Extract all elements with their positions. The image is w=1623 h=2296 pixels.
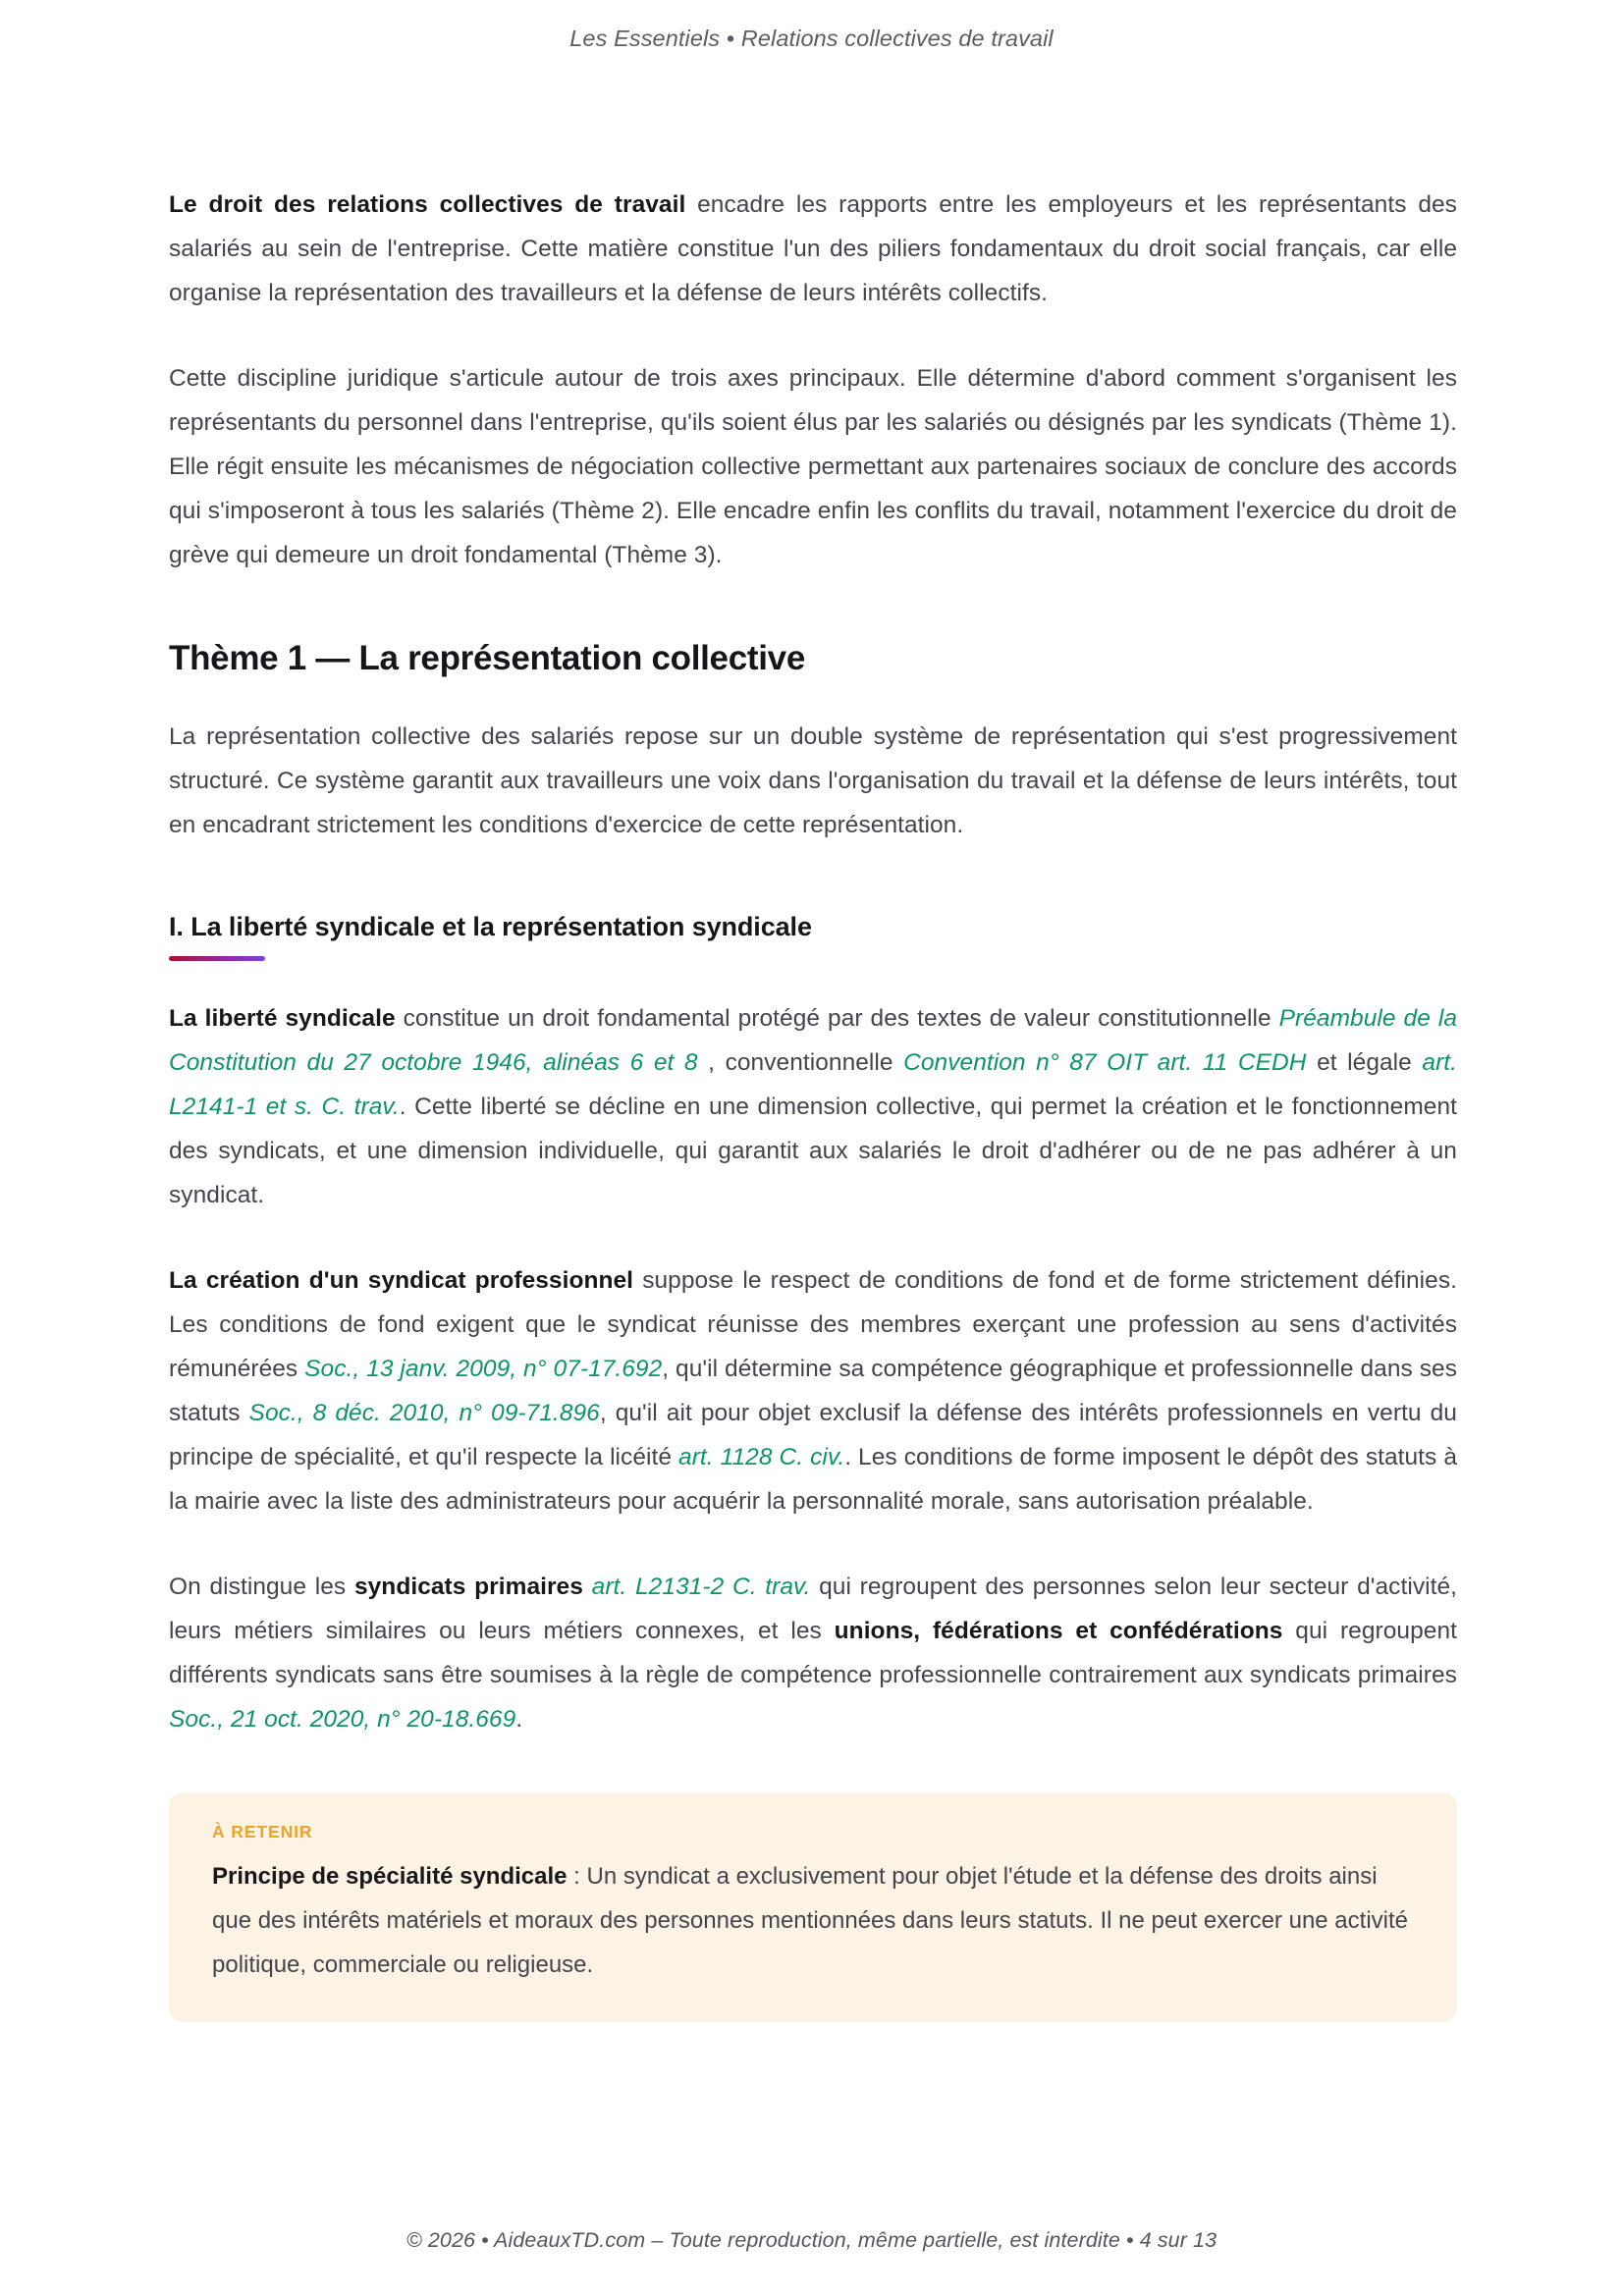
- section-accent-bar: [169, 956, 265, 961]
- creation-syndicat-term: La création d'un syndicat professionnel: [169, 1267, 634, 1294]
- citation-art-1128-c-civ: art. 1128 C. civ.: [678, 1444, 845, 1470]
- s1p2-text-4: . Les conditions de forme imposent le dépôt des statuts à la mairie avec la liste des administrateurs pour acquérir la personnalité morale, sans autorisation préalable.: [169, 1444, 1457, 1515]
- s1p2-text-3: , qu'il ait pour objet exclusif la défense des intérêts professionnels en vertu du principe de spécialité, et qu'il respecte la licéité: [169, 1400, 1457, 1470]
- theme-intro-paragraph: La représentation collective des salariés repose sur un double système de représentation qui s'est progressivement structuré. Ce système garantit aux travailleurs une voix dans l'organisation du travail et la défense de leurs intérêts, tout en encadrant strictement les conditions d'exercice de cette représentation.: [169, 723, 1457, 838]
- s1p1-text-1: constitue un droit fondamental protégé par des textes de valeur constitutionnelle: [395, 1005, 1279, 1032]
- intro-paragraph-2: Cette discipline juridique s'articule autour de trois axes principaux. Elle détermine d'abord comment s'organisent les représentants du personnel dans l'entreprise, qu'ils soient élus par les salariés ou désignés par les syndicats (Thème 1). Elle régit ensuite les mécanismes de négociation collective permettant aux partenaires sociaux de conclure des accords qui s'imposeront à tous les salariés (Thème 2). Elle encadre enfin les conflits du travail, notamment l'exercice du droit de grève qui demeure un droit fondamental (Thème 3).: [169, 365, 1457, 568]
- callout-body: [212, 1854, 1414, 1987]
- theme-heading: Thème 1 — La représentation collective: [169, 639, 805, 677]
- citation-soc-21-oct-2020: Soc., 21 oct. 2020, n° 20-18.669: [169, 1706, 516, 1733]
- callout-label: À RETENIR: [212, 1822, 313, 1842]
- s1p3-space-1: [583, 1574, 592, 1600]
- section1-paragraph-1: [169, 996, 1457, 1217]
- unions-federations-term: unions, fédérations et confédérations: [834, 1618, 1283, 1644]
- citation-soc-13-janv-2009: Soc., 13 janv. 2009, n° 07-17.692: [304, 1356, 663, 1382]
- s1p1-text-2: , conventionnelle: [697, 1049, 904, 1076]
- liberte-syndicale-term: La liberté syndicale: [169, 1005, 396, 1032]
- citation-art-l2131-2: art. L2131-2 C. trav.: [591, 1574, 811, 1600]
- citation-soc-8-dec-2010: Soc., 8 déc. 2010, n° 09-71.896: [248, 1400, 600, 1426]
- s1p1-text-3: et légale: [1306, 1049, 1423, 1076]
- citation-convention-oit: Convention n° 87 OIT art. 11 CEDH: [903, 1049, 1307, 1076]
- s1p3-text-2: qui regroupent des personnes selon leur secteur d'activité, leurs métiers similaires ou leurs métiers connexes, et les: [169, 1574, 1458, 1644]
- s1p3-text-1: On distingue les: [169, 1574, 354, 1600]
- running-header: Les Essentiels • Relations collectives de travail: [569, 26, 1054, 51]
- s1p2-text-1: suppose le respect de conditions de fond et de forme strictement définies. Les conditions de fond exigent que le syndicat réunisse des membres exerçant une profession au sens d'activités rémunérées: [169, 1267, 1457, 1382]
- s1p3-text-4: .: [515, 1706, 523, 1733]
- intro-lead-term: Le droit des relations collectives de travail: [169, 191, 686, 218]
- syndicats-primaires-term: syndicats primaires: [353, 1574, 583, 1600]
- citation-art-l2141-1: art. L2141-1 et s. C. trav.: [169, 1049, 1458, 1120]
- section1-paragraph-3: [169, 1565, 1457, 1741]
- section1-paragraph-2: [169, 1258, 1457, 1523]
- section-heading-1: I. La liberté syndicale et la représentation syndicale: [169, 912, 812, 941]
- intro-paragraph-1-text: encadre les rapports entre les employeurs et les représentants des salariés au sein de l'entreprise. Cette matière constitue l'un des piliers fondamentaux du droit social français, car elle organise la représentation des travailleurs et la défense de leurs intérêts collectifs.: [169, 191, 1457, 306]
- running-footer: © 2026 • AideauxTD.com – Toute reproduction, même partielle, est interdite • 4 sur 13: [406, 2228, 1217, 2252]
- s1p2-text-2: , qu'il détermine sa compétence géographique et professionnelle dans ses statuts: [169, 1356, 1458, 1426]
- callout-lead-term: Principe de spécialité syndicale: [212, 1863, 568, 1890]
- citation-preambule-constitution: Préambule de la Constitution du 27 octobre 1946, alinéas 6 et 8: [169, 1005, 1458, 1076]
- callout-a-retenir: [169, 1792, 1457, 2022]
- intro-paragraph-1: [169, 183, 1457, 315]
- s1p1-text-4: . Cette liberté se décline en une dimension collective, qui permet la création et le fonctionnement des syndicats, et une dimension individuelle, qui garantit aux salariés le droit d'adhérer ou de ne pas adhérer à un syndicat.: [169, 1094, 1457, 1208]
- document-content: [169, 183, 1457, 2022]
- callout-body-text: : Un syndicat a exclusivement pour objet l'étude et la défense des droits ainsi que des intérêts matériels et moraux des personnes mentionnées dans leurs statuts. Il ne peut exercer une activité politique, commerciale ou religieuse.: [212, 1863, 1408, 1978]
- s1p3-text-3: qui regroupent différents syndicats sans être soumises à la règle de compétence professionnelle contrairement aux syndicats primaires: [169, 1618, 1457, 1688]
